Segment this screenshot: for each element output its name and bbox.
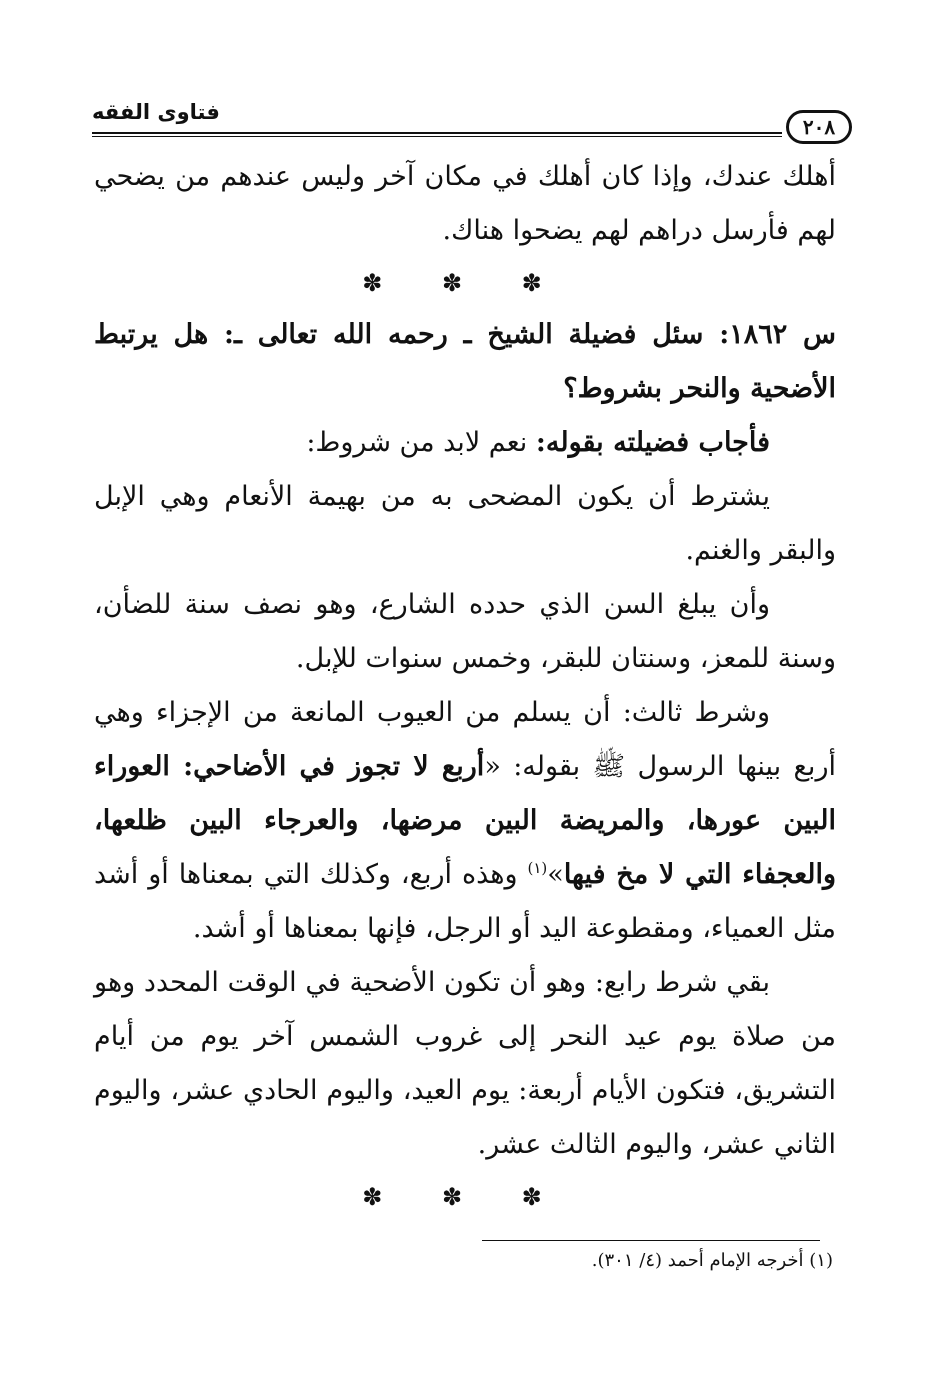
question-heading: س ١٨٦٢: سئل فضيلة الشيخ ـ رحمه الله تعالى ـ: هل يرتبط الأضحية والنحر بشروط؟ [94, 319, 837, 404]
condition-3-continuation: وهذه أربع، وكذلك التي بمعناها أو أشد مثل العمياء، ومقطوعة اليد أو الرجل، فإنها بمعناها أو أشد. [94, 859, 836, 944]
page-number: ٢٠٨ [786, 110, 852, 144]
condition-3-paragraph [94, 686, 836, 956]
footnote-rule [482, 1240, 820, 1241]
answer-intro [94, 416, 836, 470]
answer-intro-label: فأجاب فضيلته بقوله: [535, 427, 770, 458]
condition-4-paragraph: بقي شرط رابع: وهو أن تكون الأضحية في الوقت المحدد وهو من صلاة يوم عيد النحر إلى غروب الشمس آخر يوم من أيام التشريق، فتكون الأيام أربعة: يوم العيد، واليوم الحادي عشر، واليوم الثاني عشر، واليوم الثالث عشر. [94, 967, 836, 1160]
book-title: فتاوى الفقه [92, 100, 220, 124]
header-rule [92, 132, 782, 137]
answer-intro-text: نعم لابد من شروط: [306, 427, 536, 458]
hadith-quote: أربع لا تجوز في الأضاحي: العوراء البين عورها، والمريضة البين مرضها، والعرجاء البين ظلعها، والعجفاء التي لا مخ فيها [94, 751, 836, 890]
condition-2-paragraph: وأن يبلغ السن الذي حدده الشارع، وهو نصف سنة للضأن، وسنة للمعز، وسنتان للبقر، وخمس سنوات للإبل. [94, 589, 836, 674]
footnote-reference: (١) [527, 859, 548, 877]
hadith-close-quote: » [547, 859, 564, 890]
page-body [94, 150, 836, 1222]
section-separator: ✽ ✽ ✽ [362, 269, 568, 297]
condition-3-intro: وشرط ثالث: أن يسلم من العيوب المانعة من الإجزاء وهي أربع بينها الرسول ﷺ بقوله: « [94, 697, 836, 782]
condition-1-paragraph: يشترط أن يكون المضحى به من بهيمة الأنعام وهي الإبل والبقر والغنم. [94, 481, 836, 566]
footnote: (١) أخرجه الإمام أحمد (٤/ ٣٠١). [591, 1250, 833, 1271]
page-header [92, 96, 852, 142]
section-separator-end: ✽ ✽ ✽ [362, 1183, 568, 1211]
paragraph-continuation: أهلك عندك، وإذا كان أهلك في مكان آخر وليس عندهم من يضحي لهم فأرسل دراهم لهم يضحوا هناك. [94, 161, 836, 246]
